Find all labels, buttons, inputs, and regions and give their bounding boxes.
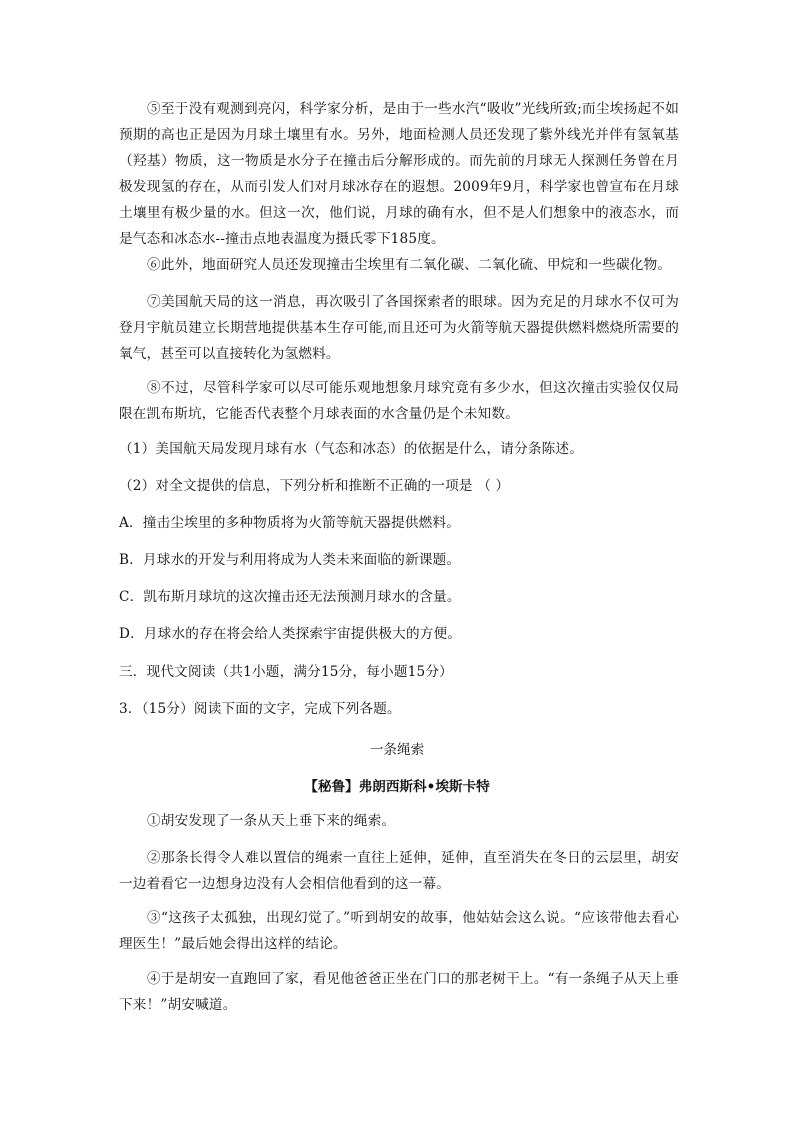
story-paragraph-1: ①胡安发现了一条从天上垂下来的绳索。 — [147, 813, 396, 829]
story-paragraph-3: ③“这孩子太孤独，出现幻觉了。”听到胡安的故事，他姑姑会这么说。“应该带他去看心理医生！”最后她会得出这样的结论。 — [119, 910, 679, 952]
story-paragraph-2: ②那条长得令人难以置信的绳索一直往上延伸，延伸，直至消失在冬日的云层里，胡安一边着看它一边想身边没有人会相信他看到的这一幕。 — [119, 850, 679, 892]
option-c: C．凯布斯月球坑的这次撞击还无法预测月球水的含量。 — [119, 589, 461, 605]
question-2: （2）对全文提供的信息，下列分析和推断不正确的一项是 （ ） — [119, 478, 510, 494]
paragraph-6: ⑥此外，地面研究人员还发现撞击尘埃里有二氧化碳、二氧化硫、甲烷和一些碳化物。 — [147, 257, 672, 273]
option-d: D．月球水的存在将会给人类探索宇宙提供极大的方便。 — [119, 626, 462, 642]
story-author: 【秘鲁】弗朗西斯科•埃斯卡特 — [304, 779, 490, 795]
paragraph-5: ⑤至于没有观测到亮闪，科学家分析，是由于一些水汽“吸收”光线所致;而尘埃扬起不如预期的高也正是因为月球土壤里有水。另外，地面检测人员还发现了紫外线光并伴有氢氧基（羟基）物质，这一物质是水分子在撞击后分解形成的。而先前的月球无人探测任务曾在月极发现氢的存在，从而引发人们对月球冰存在的遐想。2009年9月，科学家也曾宣布在月球土壤里有极少量的水。但这一次，他们说，月球的确有水，但不是人们想象中的液态水，而是气态和冰态水--撞击点地表温度为摄氏零下185度。 — [119, 101, 679, 247]
story-title: 一条绳索 — [369, 742, 425, 758]
paragraph-7: ⑦美国航天局的这一消息，再次吸引了各国探索者的眼球。因为充足的月球水不仅可为登月宇航员建立长期营地提供基本生存可能,而且还可为火箭等航天器提供燃料燃烧所需要的氧气，甚至可以直接转化为氢燃料。 — [119, 294, 679, 362]
question-3-instruction: 3．（15分）阅读下面的文字，完成下列各题。 — [119, 701, 401, 717]
story-paragraph-4: ④于是胡安一直跑回了家，看见他爸爸正坐在门口的那老树干上。“有一条绳子从天上垂下来！”胡安喊道。 — [119, 971, 679, 1013]
paragraph-8: ⑧不过，尽管科学家可以尽可能乐观地想象月球究竟有多少水，但这次撞击实验仅仅局限在凯布斯坑，它能否代表整个月球表面的水含量仍是个未知数。 — [119, 380, 679, 422]
option-a: A．撞击尘埃里的多种物质将为火箭等航天器提供燃料。 — [119, 515, 461, 531]
option-b: B．月球水的开发与利用将成为人类未来面临的新课题。 — [119, 552, 461, 568]
question-1: （1）美国航天局发现月球有水（气态和冰态）的依据是什么，请分条陈述。 — [119, 441, 584, 457]
section-heading: 三．现代文阅读（共1小题，满分15分，每小题15分） — [119, 664, 453, 680]
